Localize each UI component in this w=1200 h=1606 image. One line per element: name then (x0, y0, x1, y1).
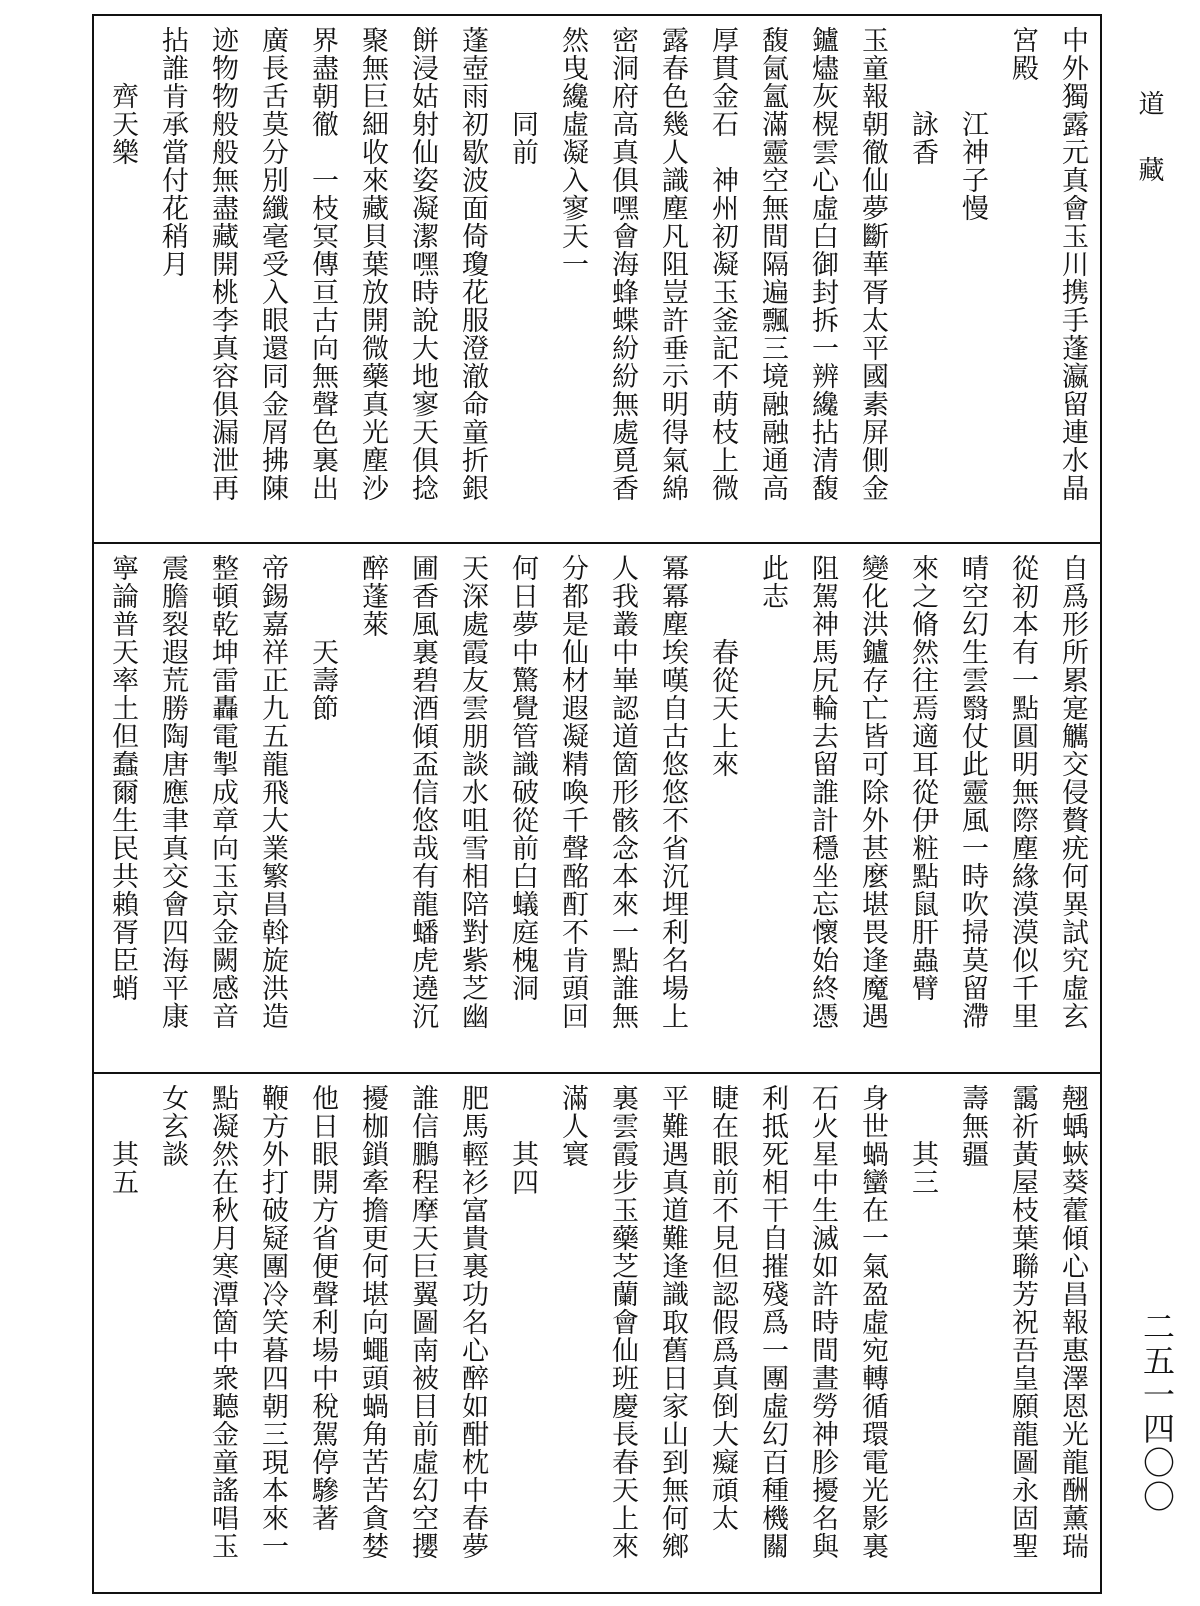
text-column: 身世蝸蠻在一氣盈虛宛轉循環電光影裏 (857, 1084, 888, 1560)
text-column: 江神子慢 (957, 26, 988, 222)
text-column: 詠香 (907, 26, 938, 166)
text-column: 其四 (507, 1084, 538, 1196)
text-column: 拈誰肯承當付花稍月 (157, 26, 188, 278)
text-column: 鞭方外打破疑團冷笑暮四朝三現本來一 (257, 1084, 288, 1560)
text-column: 聚無巨細收來藏貝葉放開微藥真光塵沙 (357, 26, 388, 502)
text-column: 來之脩然往焉適耳從伊粧點鼠肝蟲臂 (907, 554, 938, 1002)
text-column: 石火星中生滅如許時間晝勞神胗擾名與 (807, 1084, 838, 1560)
text-column: 變化洪鑪存亡皆可除外甚麼堪畏逢魔遇 (857, 554, 888, 1030)
panel-bottom (94, 1074, 1100, 1592)
text-column: 自爲形所累寔觽交侵贅疣何異試究虛玄 (1057, 554, 1088, 1030)
column-group (100, 26, 1094, 532)
text-column: 睫在眼前不見但認假爲真倒大癡頑太 (707, 1084, 738, 1532)
margin-label: 道藏 (1134, 90, 1164, 222)
text-column: 迹物物般般無盡藏開桃李真容俱漏泄再 (207, 26, 238, 502)
panel-top (94, 16, 1100, 544)
text-column: 擾枷鎖牽擔更何堪向蠅頭蝸角苦苦貪婪 (357, 1084, 388, 1560)
text-column: 帝錫嘉祥正九五龍飛大業繁昌斡旋洪造 (257, 554, 288, 1030)
text-column: 春從天上來 (707, 554, 738, 778)
text-column: 露春色幾人識塵凡阻豈許垂示明得氣綿 (657, 26, 688, 502)
text-column: 晴空幻生雲翳仗此靈風一時吹掃莫留滯 (957, 554, 988, 1030)
text-column: 醉蓬萊 (357, 554, 388, 638)
text-column: 鑪燼灰榥雲心虛白御封拆一辨纔拈清馥 (807, 26, 838, 502)
text-column: 從初本有一點圓明無際塵緣漠漠似千里 (1007, 554, 1038, 1030)
text-column: 界盡朝徹 一枝冥傳亘古向無聲色裏出 (307, 26, 338, 502)
text-column: 利抵死相干自摧殘爲一團虛幻百種機關 (757, 1084, 788, 1560)
text-column: 其五 (107, 1084, 138, 1196)
text-column: 他日眼開方省便聲利場中稅駕停驂著 (307, 1084, 338, 1532)
text-column: 阻駕神馬尻輪去留誰計穩坐忘懷始終憑 (807, 554, 838, 1030)
text-column: 圃香風裏碧酒傾盃信悠哉有龍蟠虎遶沉 (407, 554, 438, 1030)
text-column: 廣長舌莫分別纖毫受入眼還同金屑拂陳 (257, 26, 288, 502)
text-column: 平難遇真道難逢識取舊日家山到無何鄉 (657, 1084, 688, 1560)
text-column: 滿人寰 (557, 1084, 588, 1168)
text-column: 整頓乾坤雷轟電掣成章向玉京金闕感音 (207, 554, 238, 1030)
text-column: 餅浸姑射仙姿凝潔嘿時說大地寥天俱捻 (407, 26, 438, 502)
text-column: 宮殿 (1007, 26, 1038, 82)
column-group (100, 1084, 1094, 1582)
text-column: 密洞府高真俱嘿會海蜂蝶紛紛無處覓香 (607, 26, 638, 502)
panel-middle (94, 544, 1100, 1074)
text-column: 其三 (907, 1084, 938, 1196)
text-column: 中外獨露元真會玉川携手蓬瀛留連水晶 (1057, 26, 1088, 502)
text-column: 靄祈黃屋枝葉聯芳祝吾皇願龍圖永固聖 (1007, 1084, 1038, 1560)
text-column: 女玄談 (157, 1084, 188, 1168)
page-number: 二五一四〇〇 (1138, 1310, 1176, 1514)
page-frame (92, 14, 1102, 1594)
text-column: 蓬壺雨初歇波面倚瓊花服澄澈命童折銀 (457, 26, 488, 502)
text-column: 冪冪塵埃嘆自古悠悠不省沉埋利名場上 (657, 554, 688, 1030)
text-column: 人我叢中崋認道箇形骸念本來一點誰無 (607, 554, 638, 1030)
text-column: 點凝然在秋月寒潭箇中衆聽金童謠唱玉 (207, 1084, 238, 1560)
text-column: 天深處霞友雲朋談水咀雪相陪對紫芝幽 (457, 554, 488, 1030)
text-column: 肥馬輕衫富貴裏功名心醉如酣枕中春夢 (457, 1084, 488, 1560)
text-column: 然曳纔虛凝入寥天一 (557, 26, 588, 278)
text-column: 馥氤氳滿靈空無間隔遍飄三境融融通高 (757, 26, 788, 502)
text-column: 翹蝺蛺葵藿傾心昌報惠澤恩光龍酬薰瑞 (1057, 1084, 1088, 1560)
text-column: 何日夢中驚覺管識破從前白蟻庭槐洞 (507, 554, 538, 1002)
text-column: 分都是仙材遐凝精喚千聲酩酊不肯頭回 (557, 554, 588, 1030)
text-column: 誰信鵬程摩天巨翼圖南被目前虛幻空攖 (407, 1084, 438, 1560)
text-column: 天壽節 (307, 554, 338, 722)
text-column: 寧論普天率土但蠢爾生民共賴胥臣蛸 (107, 554, 138, 1002)
text-column: 震膽裂遐荒勝陶唐應聿真交會四海平康 (157, 554, 188, 1030)
text-column: 同前 (507, 26, 538, 166)
text-column: 裏雲霞步玉藥芝蘭會仙班慶長春天上來 (607, 1084, 638, 1560)
column-group (100, 554, 1094, 1062)
text-column: 齊天樂 (107, 26, 138, 166)
text-column: 此志 (757, 554, 788, 610)
text-column: 厚貫金石 神州初凝玉釜記不萌枝上微 (707, 26, 738, 502)
text-column: 玉童報朝徹仙夢斷華胥太平國素屏側金 (857, 26, 888, 502)
text-column: 壽無疆 (957, 1084, 988, 1168)
